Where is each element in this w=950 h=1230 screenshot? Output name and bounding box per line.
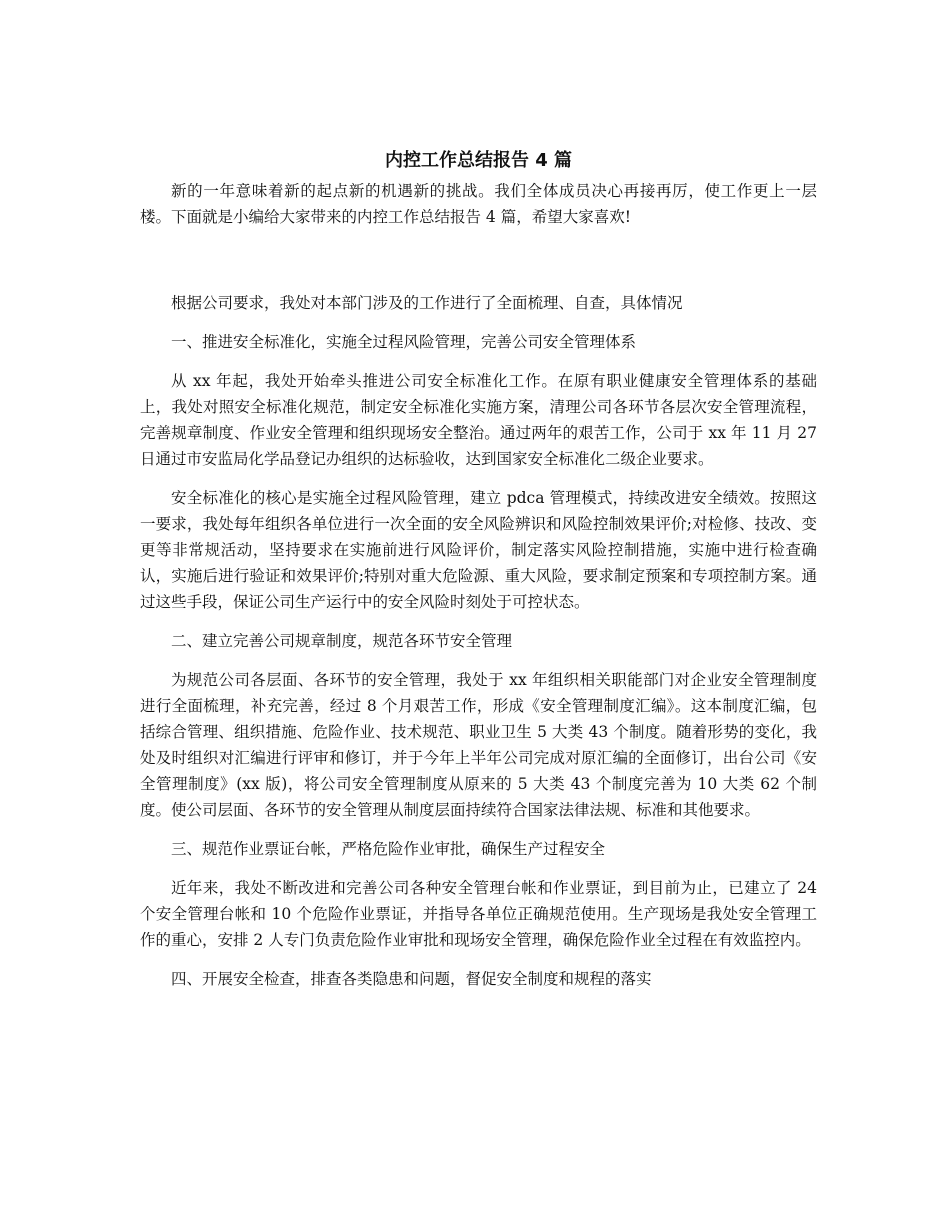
section-2-heading: 二、建立完善公司规章制度，规范各环节安全管理 [171, 632, 513, 650]
section-1-heading: 一、推进安全标准化，实施全过程风险管理，完善公司安全管理体系 [171, 333, 637, 351]
section-3-heading: 三、规范作业票证台帐，严格危险作业审批，确保生产过程安全 [171, 840, 606, 858]
section-4-heading: 四、开展安全检查，排查各类隐患和问题，督促安全制度和规程的落实 [171, 970, 652, 988]
section-1-paragraph-1: 从 xx 年起，我处开始牵头推进公司安全标准化工作。在原有职业健康安全管理体系的基础上，我处对照安全标准化规范，制定安全标准化实施方案，清理公司各环节各层次安全管理流程，完善规章制度、作业安全管理和组织现场安全整治。通过两年的艰苦工作，公司于 xx 年 11 月 27 日通过市安监局化学品登记办组织的达标验收，达到国家安全标准化二级企业要求。 [140, 372, 817, 468]
intro-paragraph: 新的一年意味着新的起点新的机遇新的挑战。我们全体成员决心再接再厉，使工作更上一层楼。下面就是小编给大家带来的内控工作总结报告 4 篇，希望大家喜欢! [140, 182, 817, 226]
section-3-paragraph-1: 近年来，我处不断改进和完善公司各种安全管理台帐和作业票证，到目前为止，已建立了 24 个安全管理台帐和 10 个危险作业票证，并指导各单位正确规范使用。生产现场是我处安全管理工作的重心，安排 2 人专门负责危险作业审批和现场安全管理，确保危险作业全过程在有效监控内。 [140, 879, 817, 949]
opening-paragraph: 根据公司要求，我处对本部门涉及的工作进行了全面梳理、自查，具体情况 [171, 294, 683, 312]
document-title: 内控工作总结报告 4 篇 [384, 150, 573, 171]
section-2-paragraph-1: 为规范公司各层面、各环节的安全管理，我处于 xx 年组织相关职能部门对企业安全管理制度进行全面梳理，补充完善，经过 8 个月艰苦工作，形成《安全管理制度汇编》。这本制度汇编，包括综合管理、组织措施、危险作业、技术规范、职业卫生 5 大类 43 个制度。随着形势的变化，我处及时组织对汇编进行评审和修订，并于今年上半年公司完成对原汇编的全面修订，出台公司《安全管理制度》(xx 版)，将公司安全管理制度从原来的 5 大类 43 个制度完善为 10 大类 62 个制度。使公司层面、各环节的安全管理从制度层面持续符合国家法律法规、标准和其他要求。 [140, 671, 817, 819]
section-1-paragraph-2: 安全标准化的核心是实施全过程风险管理，建立 pdca 管理模式，持续改进安全绩效。按照这一要求，我处每年组织各单位进行一次全面的安全风险辨识和风险控制效果评价;对检修、技改、变更等非常规活动，坚持要求在实施前进行风险评价，制定落实风险控制措施，实施中进行检查确认，实施后进行验证和效果评价;特别对重大危险源、重大风险，要求制定预案和专项控制方案。通过这些手段，保证公司生产运行中的安全风险时刻处于可控状态。 [140, 489, 817, 611]
